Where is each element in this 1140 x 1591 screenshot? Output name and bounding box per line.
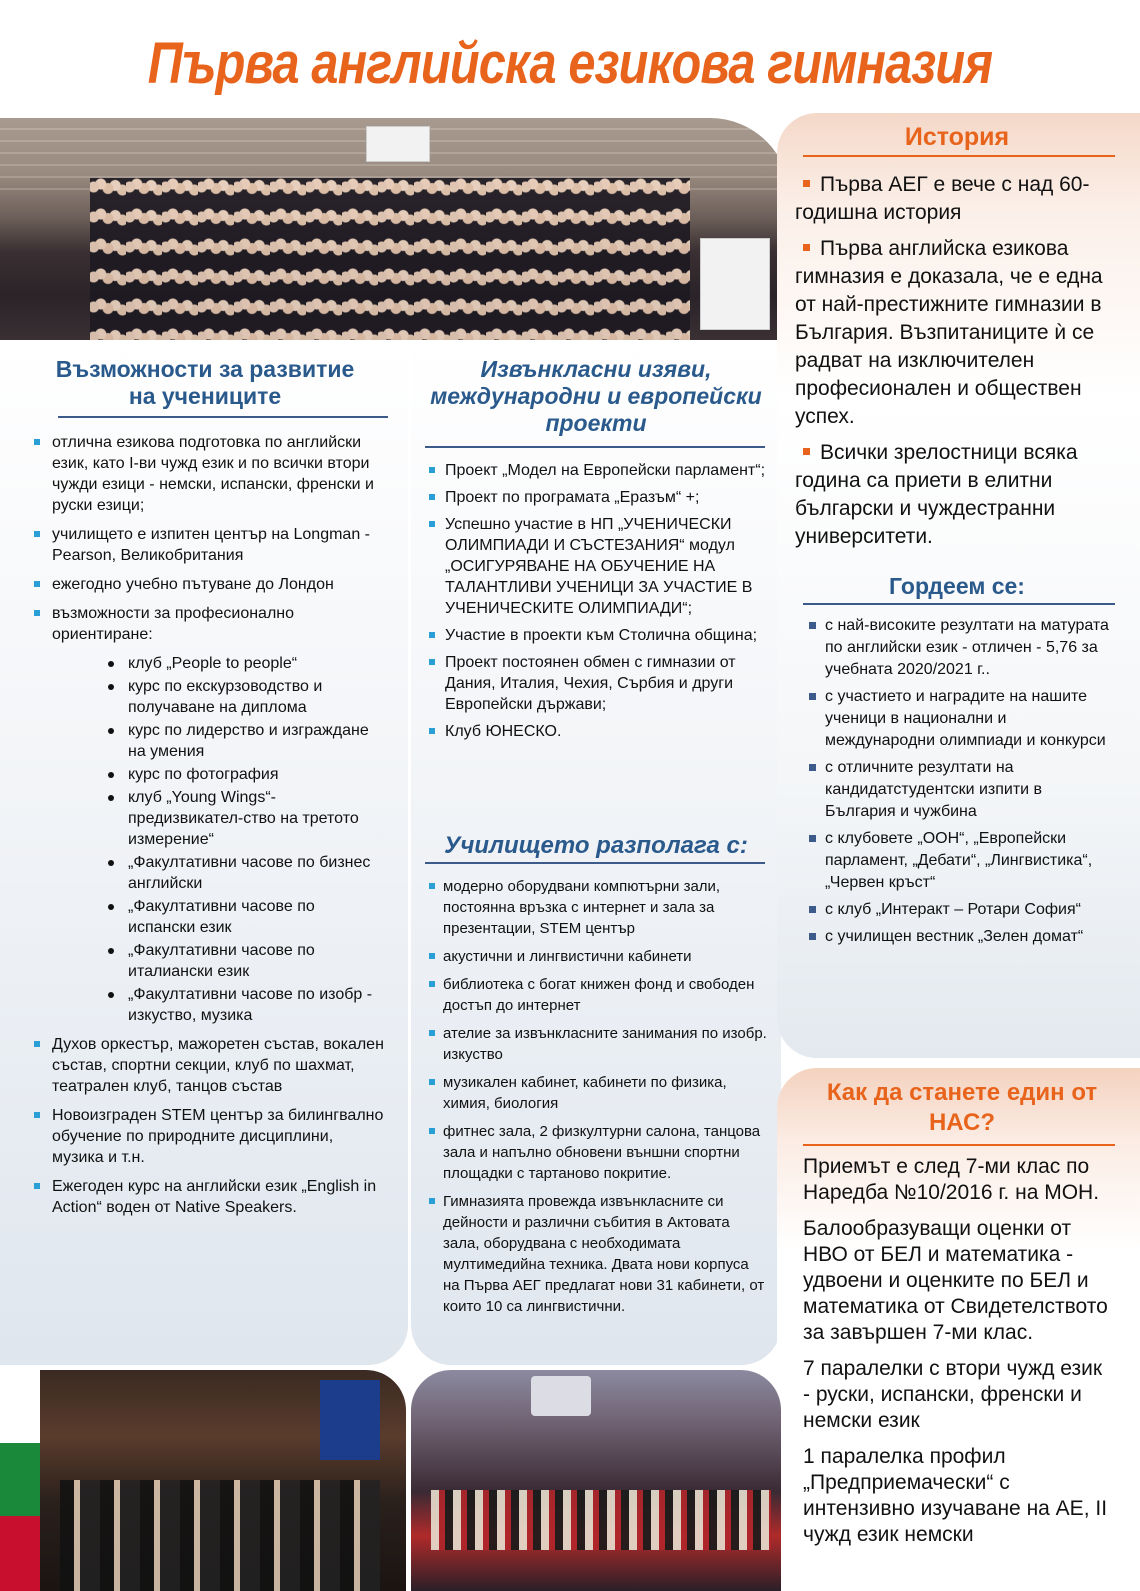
- list-item: фитнес зала, 2 физкултурни салона, танцова зала и напълно обновени външни спортни площадки с тартаново покритие.: [425, 1121, 767, 1184]
- paragraph: Балообразуващи оценки от НВО от БЕЛ и математика - удвоени и оценките по БЕЛ и математика от Свидетелството за завършен 7-ми клас.: [803, 1217, 1108, 1344]
- sub-list-item: курс по фотография: [30, 764, 386, 785]
- orchestra-photo: [0, 1370, 406, 1591]
- list-item: с клуб „Интеракт – Ротари София“: [803, 899, 1115, 921]
- list-item: Всички зрелостници всяка година са приети в елитни български и чуждестранни университети.: [795, 441, 1078, 548]
- group-photo: [0, 118, 790, 340]
- folk-ensemble-photo: [411, 1370, 781, 1591]
- list-item: акустични и лингвистични кабинети: [425, 946, 767, 967]
- sub-list-item: клуб „People to people“: [30, 653, 386, 674]
- list-item: Гимназията провежда извънкласните си дейности и различни събития в Актовата зала, оборудвана с необходимата мултимедийна техника. Двата нови корпуса на Първа АЕГ предлагат нови 31 кабинети, от които 10 са лингвистични.: [425, 1191, 767, 1317]
- development-panel: [0, 340, 408, 1365]
- list-item: модерно оборудвани компютърни зали, постоянна връзка с интернет и зала за презентации, STEM център: [425, 876, 767, 939]
- extracurricular-heading: Извънкласни изяви, международни и европейски проекти: [430, 356, 762, 436]
- sub-list-item: „Факултативни часове по бизнес английски: [30, 852, 386, 894]
- list-item: музикален кабинет, кабинети по физика, химия, биология: [425, 1072, 767, 1114]
- sub-list-item: „Факултативни часове по италиански език: [30, 940, 386, 982]
- list-item: Ежегоден курс на английски език „English in Action“ воден от Native Speakers.: [30, 1176, 386, 1218]
- sub-list-item: „Факултативни часове по испански език: [30, 896, 386, 938]
- list-item: Клуб ЮНЕСКО.: [425, 721, 767, 742]
- paragraph: 1 паралелка профил „Предприемачески“ с интензивно изучаване на АЕ, II чужд език немски: [803, 1445, 1108, 1546]
- list-item: Проект „Модел на Европейски парламент“;: [425, 460, 767, 481]
- history-heading: История: [904, 123, 1010, 151]
- list-item: Първа АЕГ е вече с над 60-годишна история: [795, 173, 1090, 224]
- list-item: с клубовете „ООН“, „Европейски парламент, „Дебати“, „Лингвистика“, „Червен кръст“: [803, 828, 1115, 894]
- list-item: Проект постоянен обмен с гимназии от Дания, Италия, Чехия, Сърбия и други Европейски държави;: [425, 652, 767, 715]
- proud-heading: Гордеем се:: [889, 573, 1025, 599]
- list-item: Духов оркестър, мажоретен състав, вокален състав, спортни секции, клуб по шахмат, театрален клуб, танцов състав: [30, 1034, 386, 1097]
- list-item: библиотека с богат книжен фонд и свободен достъп до интернет: [425, 974, 767, 1016]
- list-item: училището е изпитен център на Longman - Pearson, Великобритания: [30, 524, 386, 566]
- list-item: Проект по програмата „Еразъм“ +;: [425, 487, 767, 508]
- list-item: ежегодно учебно пътуване до Лондон: [30, 574, 386, 595]
- list-item: Новоизграден STEM център за билингвално обучение по природните дисциплини, музика и т.н.: [30, 1105, 386, 1168]
- sub-list-item: курс по екскурзоводство и получаване на диплома: [30, 676, 386, 718]
- development-heading: Възможности за развитие на учениците: [55, 356, 355, 409]
- sub-list-item: „Факултативни часове по изобр - изкуство, музика: [30, 984, 386, 1026]
- sub-list-item: клуб „Young Wings“- предизвикател-ство на третото измерение“: [30, 787, 386, 850]
- sub-list-item: курс по лидерство и изграждане на умения: [30, 720, 386, 762]
- list-item: възможности за професионално ориентиране:: [30, 603, 386, 645]
- page-title: Първа английска езикова гимназия: [147, 31, 993, 96]
- list-item: отлична езикова подготовка по английски език, като I-ви чужд език и по всички втори чужди езици - немски, испански, френски и руски езици;: [30, 432, 386, 516]
- list-item: Успешно участие в НП „УЧЕНИЧЕСКИ ОЛИМПИАДИ И СЪСТЕЗАНИЯ“ модул „ОСИГУРЯВАНЕ НА ОБУЧЕНИЕ НА ТАЛАНТЛИВИ УЧЕНИЦИ ЗА УЧАСТИЕ В УЧЕНИЧЕСКИТЕ ОЛИМПИАДИ“;: [425, 514, 767, 619]
- list-item: Участие в проекти към Столична община;: [425, 625, 767, 646]
- history-list: [795, 171, 1121, 559]
- list-item: с участието и наградите на нашите ученици в национални и международни олимпиади и конкурси: [803, 686, 1115, 752]
- admission-panel: [777, 1068, 1140, 1591]
- extracurricular-list: [425, 460, 767, 748]
- development-list: [30, 432, 386, 1226]
- history-panel: [777, 113, 1140, 1058]
- proud-list: [803, 615, 1115, 953]
- extracurricular-panel: [411, 340, 781, 1365]
- facilities-heading: Училището разполага с:: [444, 832, 748, 859]
- list-item: с най-високите резултати на матурата по английски език - отличен - 5,76 за учебната 2020/2021 г..: [803, 615, 1115, 681]
- admission-heading: Как да станете един от НАС?: [826, 1079, 1098, 1136]
- admission-text: [803, 1154, 1111, 1558]
- list-item: с отличните резултати на кандидатстудентски изпити в България и чужбина: [803, 757, 1115, 823]
- paragraph: Приемът е след 7-ми клас по Наредба №10/2016 г. на МОН.: [803, 1155, 1100, 1204]
- list-item: ателие за извънкласните занимания по изобр. изкуство: [425, 1023, 767, 1065]
- list-item: с училищен вестник „Зелен домат“: [803, 926, 1115, 948]
- facilities-list: [425, 876, 767, 1324]
- paragraph: 7 паралелки с втори чужд език - руски, испански, френски и немски език: [803, 1357, 1103, 1432]
- list-item: Първа английска езикова гимназия е доказала, че е една от най-престижните гимназии в България. Възпитаниците ѝ се радват на изключителен професионален и обществен успех.: [795, 237, 1103, 428]
